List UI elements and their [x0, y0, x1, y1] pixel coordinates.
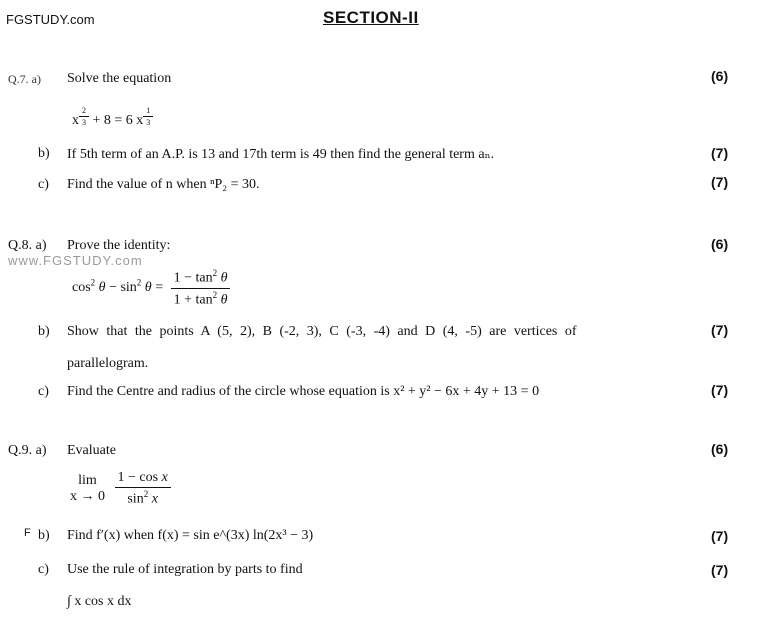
q9a-marks: (6) [711, 441, 729, 457]
q7-label: Q.7. a) [8, 72, 41, 86]
q9c-text: Use the rule of integration by parts to find [67, 562, 303, 577]
q7a-marks: (6) [711, 68, 729, 84]
q8b-text-cont: parallelogram. [67, 356, 149, 371]
watermark-side: F [24, 527, 31, 539]
lim-fraction: $\frac{\text{1 − cos x}}{\sin^2 x}$ [115, 470, 171, 508]
section-title: SECTION-II [323, 8, 419, 27]
q7c-text: Find the value of n when ⁿP₂ = 30. [67, 177, 260, 192]
q8b-marks: (7) [711, 322, 729, 338]
q9b-marks: (7) [711, 528, 729, 544]
q8-label: Q.8. a) [8, 238, 47, 253]
watermark-site: FGSTUDY.com [6, 12, 95, 27]
q9c-marks: (7) [711, 562, 729, 578]
q8b-text: Show that the points A (5, 2), B (-2, 3), C (-3, -4) and D (4, -5) are vertices of [67, 324, 577, 339]
lim-block: lim x → 0 [70, 472, 105, 504]
q9c-equation: ∫ x cos x dx [67, 594, 132, 609]
q7b-text: If 5th term of an A.P. is 13 and 17th term is 49 then find the general term aₙ. [67, 147, 495, 162]
q9b-text: Find f′(x) when f(x) = sin e^(3x) ln(2x³ − 3) [67, 528, 314, 543]
q9b-label: b) [38, 528, 50, 543]
q8a-text: Prove the identity: [67, 238, 171, 253]
q7b-label: b) [38, 146, 50, 161]
q8c-label: c) [38, 384, 49, 399]
q8c-text: Find the Centre and radius of the circle whose equation is x² + y² − 6x + 4y + 13 = 0 [67, 384, 540, 399]
q8a-equation [72, 268, 230, 308]
watermark-mid: www.FGSTUDY.com [8, 253, 143, 268]
eq-part: x $^{\frac{2}{3}}$ + 8 = 6 x $^{\frac{1}{3}}$ [72, 113, 153, 128]
q7c-label: c) [38, 177, 49, 192]
q7a-text: Solve the equation [67, 71, 172, 86]
q9a-text: Evaluate [67, 443, 116, 458]
eq-part: $\cos^2 \theta - \sin^2 \theta$ = $\frac{1 - \tan^2 \theta}{1 + \tan^2 \theta}$ [72, 280, 230, 295]
q8c-marks: (7) [711, 382, 729, 398]
q7a-equation [72, 106, 153, 129]
q9a-equation [70, 470, 171, 508]
q7b-marks: (7) [711, 145, 729, 161]
q7c-marks: (7) [711, 174, 729, 190]
q8a-marks: (6) [711, 236, 729, 252]
q9-label: Q.9. a) [8, 443, 47, 458]
q8b-label: b) [38, 324, 50, 339]
q9c-label: c) [38, 562, 49, 577]
